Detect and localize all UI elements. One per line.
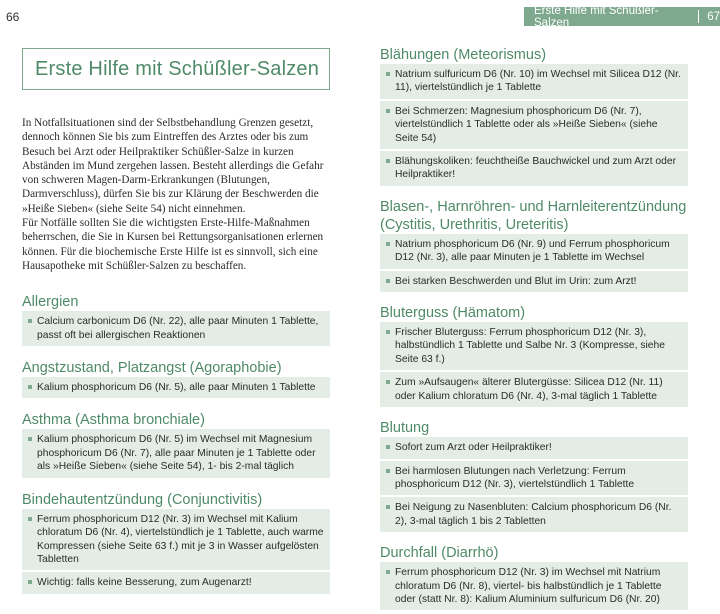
page-number-left: 66 (6, 10, 20, 24)
section-blaehungen (380, 46, 688, 186)
bullet-icon (386, 159, 390, 163)
section-heading: Bindehautentzündung (Conjunctivitis) (22, 491, 263, 508)
list-item: Zum »Aufsaugen« älterer Blutergüsse: Silicea D12 (Nr. 11) oder Kalium chloratum D6 (Nr. 4), 3-mal täglich 1 Tablette (380, 370, 688, 407)
header-divider (698, 10, 699, 23)
bullet-icon (386, 570, 390, 574)
remedy-box (380, 562, 688, 610)
bullet-icon (28, 437, 32, 441)
section-blasenentzuendung (380, 198, 688, 292)
list-item: Frischer Bluterguss: Ferrum phosphoricum D12 (Nr. 3), halbstündlich 1 Tablette und Salbe Nr. 3 (Kompresse, siehe Seite 63 f.) (380, 322, 688, 370)
list-item: Bei Schmerzen: Magnesium phosphoricum D6 (Nr. 7), viertelstündlich 1 Tablette oder als »Heiße Sieben« (siehe Seite 54) (380, 99, 688, 149)
section-heading: Blähungen (Meteorismus) (380, 47, 547, 63)
section-bluterguss (380, 304, 688, 407)
running-header-title: Erste Hilfe mit Schüßler-Salzen (534, 4, 659, 29)
section-heading: Angstzustand, Platzangst (Agoraphobie) (22, 360, 282, 377)
left-column (22, 48, 330, 594)
intro-paragraph: Für Notfälle sollten Sie die wichtigsten Erste-Hilfe-Maßnahmen beherrschen, die Sie in Kursen bei Rettungsorganisationen erlernen können. Für die biochemische Erste Hilfe ist es sinnvoll, sich eine Hausapotheke mit Schüßler-Salzen zu beschaffen. (22, 217, 324, 272)
remedy-box (380, 322, 688, 407)
bullet-icon (386, 445, 390, 449)
section-heading: Blutung (380, 420, 430, 437)
section-blutung (380, 419, 688, 532)
list-item: Bei Neigung zu Nasenbluten: Calcium phosphoricum D6 (Nr. 2), 3-mal täglich 1 bis 2 Tabletten (380, 495, 688, 532)
intro-paragraph: In Notfallsituationen sind der Selbstbehandlung Grenzen gesetzt, dennoch können Sie bis zum Eintreffen des Arztes oder bis zum Besuch bei Arzt oder Heilpraktiker Schüßler-Salze in kurzen Abständen im Mund zergehen lassen. Besteht allerdings die Gefahr von schweren Magen-Darm-Erkrankungen (Blutungen, Darmverschluss), dürfen Sie bis zur Klärung der Beschwerden die »Heiße Sieben« (siehe Seite 54) nicht einnehmen. (22, 117, 324, 215)
list-item: Ferrum phosphoricum D12 (Nr. 3) im Wechsel mit Kalium chloratum D6 (Nr. 4), viertelstündlich je 1 Tablette, auch warme Kompressen (siehe Seite 63 f.) mit je 3 in Wasser aufgelösten Tabletten (22, 509, 330, 571)
list-item: Wichtig: falls keine Besserung, zum Augenarzt! (22, 570, 330, 593)
remedy-box (380, 64, 688, 186)
remedy-box (22, 429, 330, 477)
section-heading: Durchfall (Diarrhö) (380, 545, 499, 562)
bullet-icon (386, 72, 390, 76)
section-heading: Asthma (Asthma bronchiale) (22, 412, 205, 429)
chapter-title: Erste Hilfe mit Schüßler-Salzen (35, 57, 320, 80)
bullet-icon (386, 380, 390, 384)
remedy-box (380, 234, 688, 292)
section-durchfall (380, 544, 688, 610)
bullet-icon (386, 279, 390, 283)
list-item: Kalium phosphoricum D6 (Nr. 5), alle paar Minuten 1 Tablette (22, 377, 330, 398)
remedy-box (22, 509, 330, 594)
section-heading: Bluterguss (Hämatom) (380, 305, 526, 322)
list-item: Natrium phosphoricum D6 (Nr. 9) und Ferrum phosphoricum D12 (Nr. 3), alle paar Minuten je 1 Tablette im Wechsel (380, 234, 688, 269)
remedy-box (22, 311, 330, 346)
section-allergien (22, 293, 330, 346)
bullet-icon (28, 385, 32, 389)
list-item: Blähungskoliken: feuchtheiße Bauchwickel und zum Arzt oder Heilpraktiker! (380, 149, 688, 186)
remedy-box (22, 377, 330, 398)
list-item: Bei harmlosen Blutungen nach Verletzung: Ferrum phosphoricum D12 (Nr. 3), viertelstündlich 1 Tablette (380, 459, 688, 496)
list-item: Natrium sulfuricum D6 (Nr. 10) im Wechsel mit Silicea D12 (Nr. 11), viertelstündlich je 1 Tablette (380, 64, 688, 99)
list-item: Kalium phosphoricum D6 (Nr. 5) im Wechsel mit Magnesium phosphoricum D6 (Nr. 7), alle paar Minuten je 1 Tablette oder als »Heiße Sieben« (siehe Seite 54), 1- bis 2-mal täglich (22, 429, 330, 477)
right-column (380, 46, 688, 610)
bullet-icon (28, 517, 32, 521)
list-item: Ferrum phosphoricum D12 (Nr. 3) im Wechsel mit Natrium chloratum D6 (Nr. 8), viertel- bis halbstündlich je 1 Tablette oder (statt Nr. 8): Kalium Aluminium sulfuricum D6 (Nr. 20) (380, 562, 688, 610)
bullet-icon (386, 109, 390, 113)
bullet-icon (386, 330, 390, 334)
bullet-icon (28, 580, 32, 584)
list-item: Sofort zum Arzt oder Heilpraktiker! (380, 437, 688, 458)
bullet-icon (386, 505, 390, 509)
section-heading: Blasen-, Harnröhren- und Harnleiterentzündung (Cystitis, Urethritis, Ureteritis) (380, 198, 687, 233)
intro-text (22, 116, 330, 273)
section-bindehautentzuendung (22, 491, 330, 594)
bullet-icon (386, 242, 390, 246)
section-heading: Allergien (22, 294, 79, 311)
running-header (524, 4, 720, 29)
bullet-icon (28, 319, 32, 323)
bullet-icon (386, 469, 390, 473)
list-item: Calcium carbonicum D6 (Nr. 22), alle paar Minuten 1 Tablette, passt oft bei allergischen Reaktionen (22, 311, 330, 346)
remedy-box (380, 437, 688, 532)
chapter-title-box (22, 48, 330, 90)
section-angstzustand (22, 359, 330, 398)
page-number-right: 67 (707, 10, 720, 23)
section-asthma (22, 411, 330, 477)
list-item: Bei starken Beschwerden und Blut im Urin: zum Arzt! (380, 269, 688, 292)
